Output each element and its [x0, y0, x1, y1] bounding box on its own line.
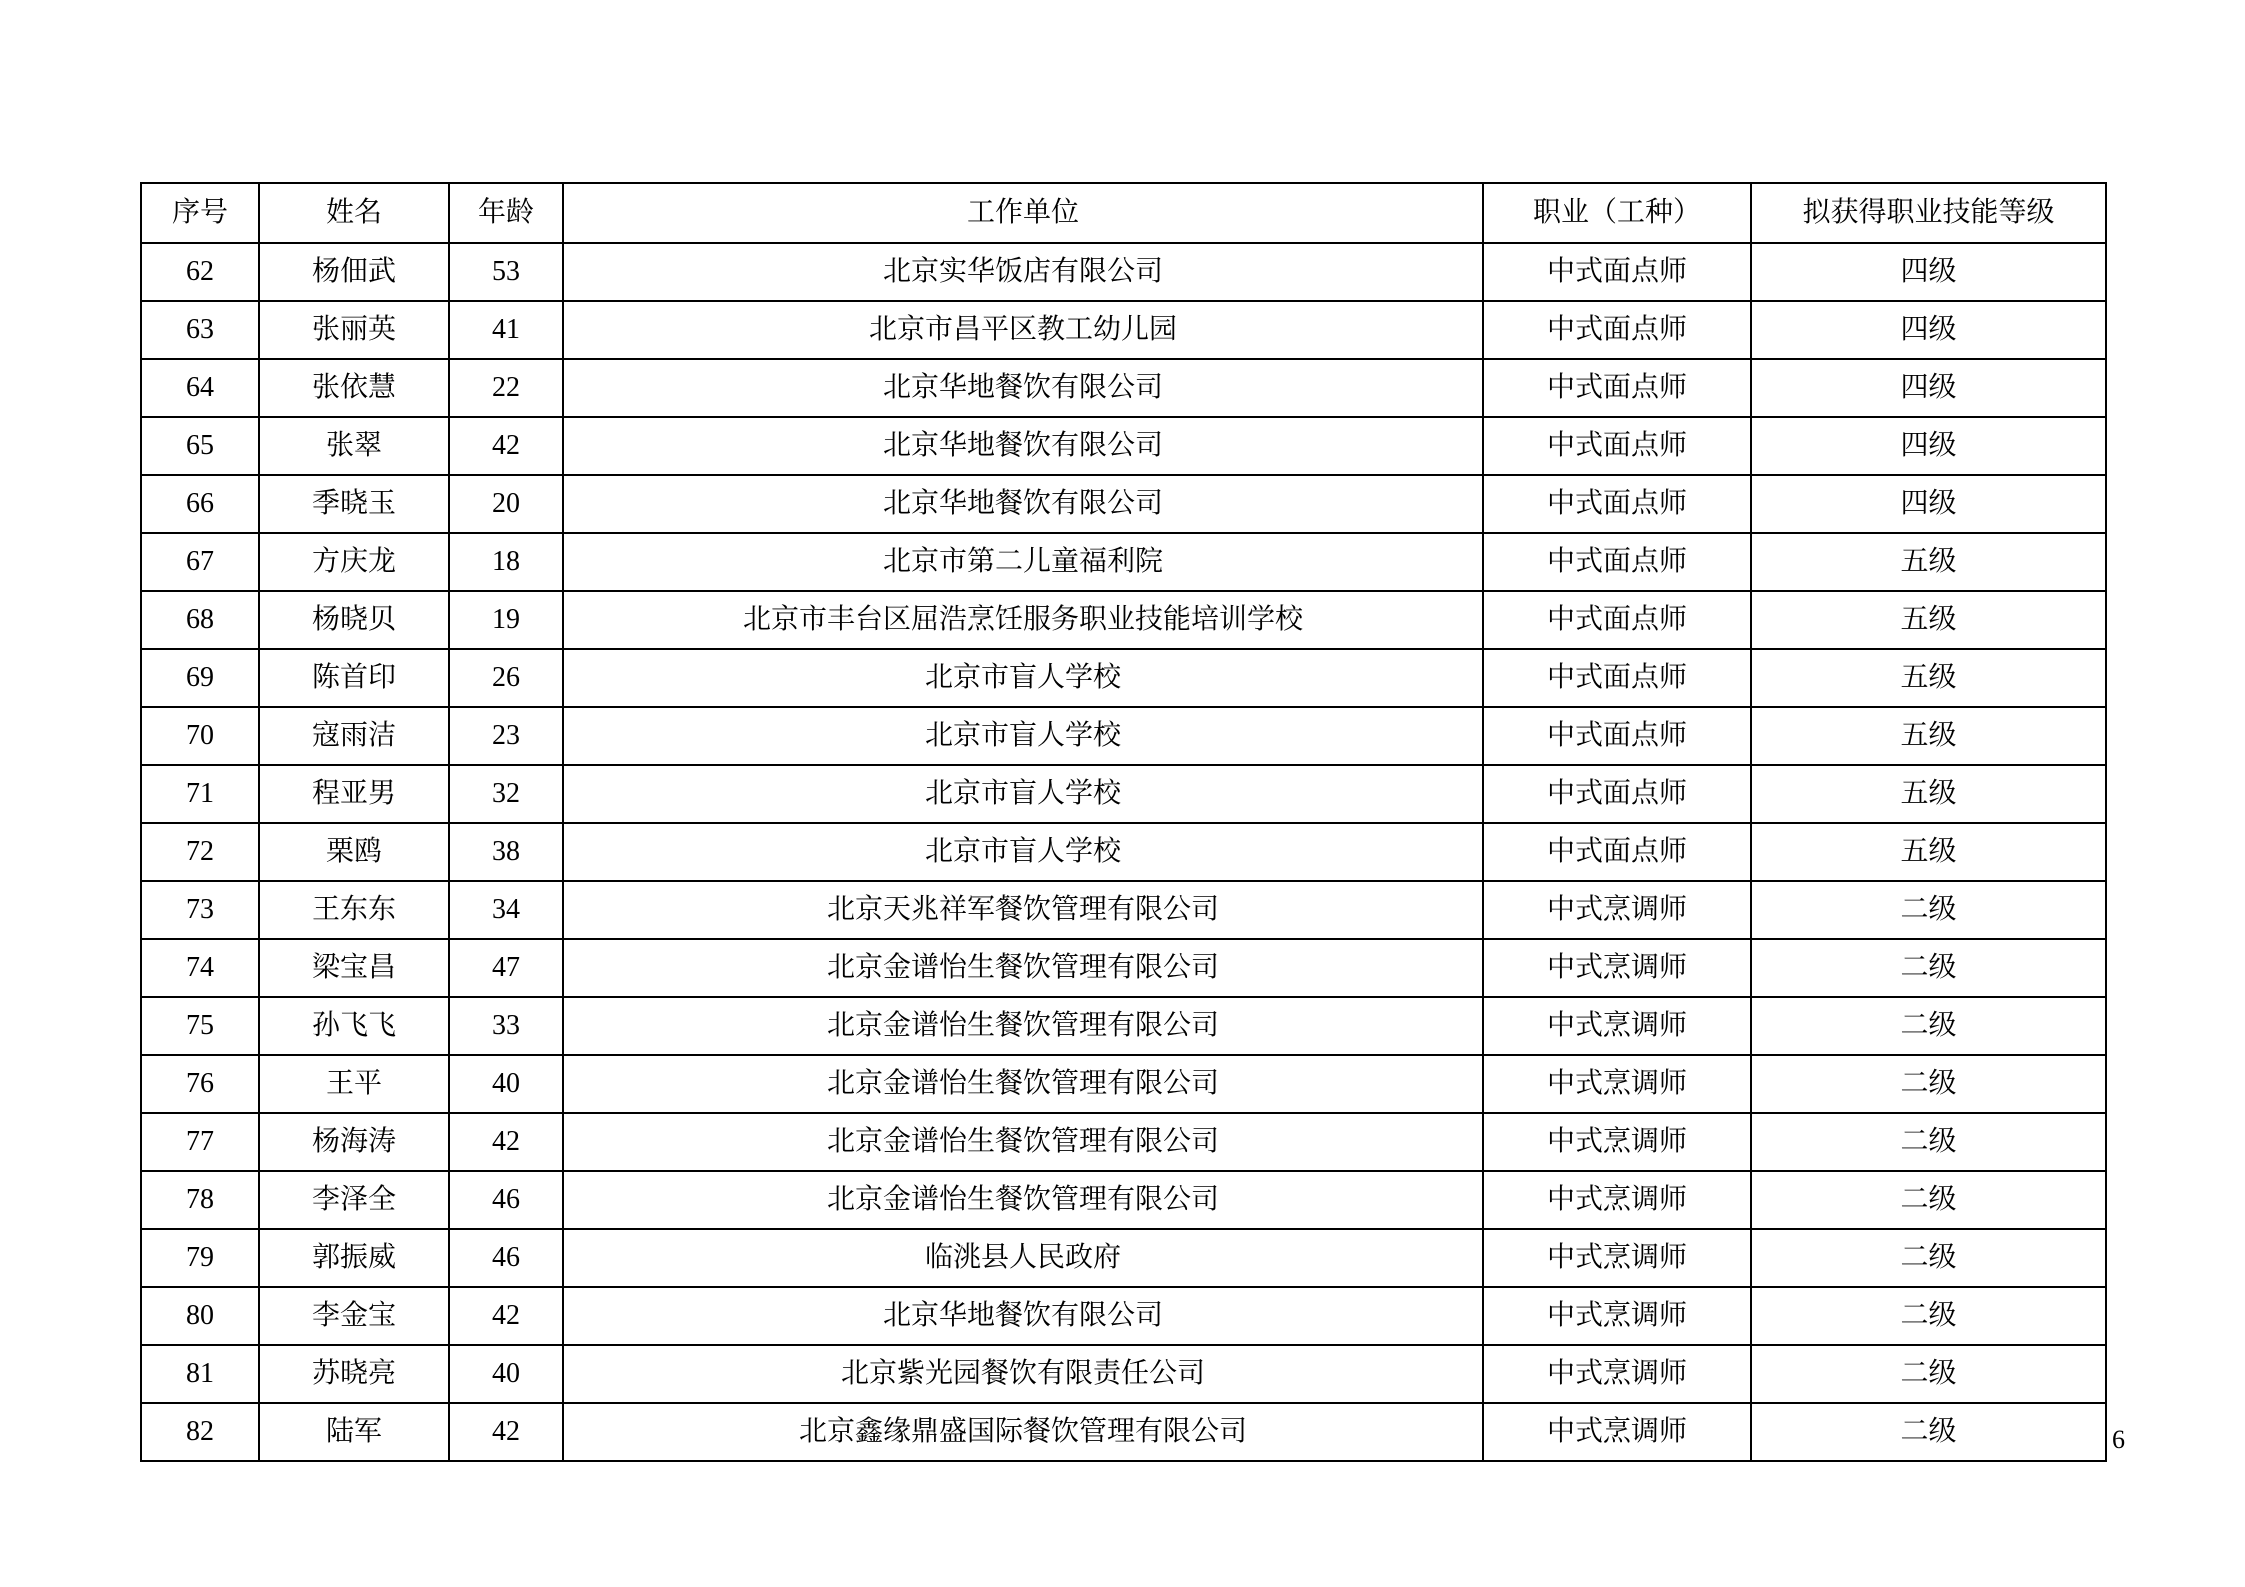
table-row	[141, 707, 2106, 765]
cell-occupation: 中式面点师	[1483, 707, 1751, 765]
table-row	[141, 417, 2106, 475]
cell-occupation: 中式面点师	[1483, 475, 1751, 533]
cell-index: 67	[141, 533, 259, 591]
cell-occupation: 中式烹调师	[1483, 881, 1751, 939]
cell-workplace: 北京华地餐饮有限公司	[563, 359, 1483, 417]
table-row	[141, 1345, 2106, 1403]
cell-workplace: 北京市盲人学校	[563, 707, 1483, 765]
cell-skill-level: 二级	[1751, 1345, 2106, 1403]
table-row	[141, 1229, 2106, 1287]
cell-age: 47	[449, 939, 563, 997]
cell-skill-level: 二级	[1751, 1403, 2106, 1461]
cell-skill-level: 二级	[1751, 1055, 2106, 1113]
cell-index: 82	[141, 1403, 259, 1461]
table-row	[141, 591, 2106, 649]
cell-occupation: 中式面点师	[1483, 533, 1751, 591]
cell-age: 41	[449, 301, 563, 359]
cell-name: 杨晓贝	[259, 591, 449, 649]
cell-name: 王平	[259, 1055, 449, 1113]
cell-workplace: 北京金谱怡生餐饮管理有限公司	[563, 1171, 1483, 1229]
cell-skill-level: 四级	[1751, 359, 2106, 417]
cell-age: 23	[449, 707, 563, 765]
cell-age: 42	[449, 1287, 563, 1345]
cell-index: 72	[141, 823, 259, 881]
cell-occupation: 中式面点师	[1483, 591, 1751, 649]
cell-workplace: 北京金谱怡生餐饮管理有限公司	[563, 1055, 1483, 1113]
cell-skill-level: 五级	[1751, 765, 2106, 823]
cell-age: 40	[449, 1345, 563, 1403]
column-header-skill-level: 拟获得职业技能等级	[1751, 183, 2106, 243]
cell-workplace: 北京金谱怡生餐饮管理有限公司	[563, 997, 1483, 1055]
table-row	[141, 1403, 2106, 1461]
table-row	[141, 1287, 2106, 1345]
cell-workplace: 北京市盲人学校	[563, 765, 1483, 823]
cell-skill-level: 二级	[1751, 1113, 2106, 1171]
cell-workplace: 北京金谱怡生餐饮管理有限公司	[563, 1113, 1483, 1171]
cell-index: 68	[141, 591, 259, 649]
cell-age: 26	[449, 649, 563, 707]
cell-skill-level: 二级	[1751, 1171, 2106, 1229]
cell-index: 78	[141, 1171, 259, 1229]
cell-occupation: 中式面点师	[1483, 359, 1751, 417]
column-header-occupation: 职业（工种）	[1483, 183, 1751, 243]
table-row	[141, 475, 2106, 533]
cell-age: 33	[449, 997, 563, 1055]
cell-name: 张翠	[259, 417, 449, 475]
cell-name: 季晓玉	[259, 475, 449, 533]
cell-name: 苏晓亮	[259, 1345, 449, 1403]
cell-occupation: 中式烹调师	[1483, 1113, 1751, 1171]
cell-skill-level: 四级	[1751, 417, 2106, 475]
cell-occupation: 中式面点师	[1483, 417, 1751, 475]
cell-workplace: 临洮县人民政府	[563, 1229, 1483, 1287]
cell-index: 80	[141, 1287, 259, 1345]
table-row	[141, 1113, 2106, 1171]
cell-occupation: 中式面点师	[1483, 243, 1751, 301]
cell-name: 方庆龙	[259, 533, 449, 591]
cell-index: 69	[141, 649, 259, 707]
cell-age: 53	[449, 243, 563, 301]
cell-name: 王东东	[259, 881, 449, 939]
cell-workplace: 北京华地餐饮有限公司	[563, 1287, 1483, 1345]
cell-name: 程亚男	[259, 765, 449, 823]
cell-index: 62	[141, 243, 259, 301]
cell-age: 42	[449, 417, 563, 475]
cell-workplace: 北京市丰台区屈浩烹饪服务职业技能培训学校	[563, 591, 1483, 649]
roster-table-container	[140, 182, 2105, 1462]
cell-workplace: 北京鑫缘鼎盛国际餐饮管理有限公司	[563, 1403, 1483, 1461]
cell-name: 李金宝	[259, 1287, 449, 1345]
table-row	[141, 823, 2106, 881]
cell-index: 81	[141, 1345, 259, 1403]
table-row	[141, 997, 2106, 1055]
cell-name: 张丽英	[259, 301, 449, 359]
cell-occupation: 中式烹调师	[1483, 997, 1751, 1055]
cell-age: 38	[449, 823, 563, 881]
cell-name: 杨佃武	[259, 243, 449, 301]
cell-name: 孙飞飞	[259, 997, 449, 1055]
cell-age: 46	[449, 1171, 563, 1229]
cell-skill-level: 四级	[1751, 301, 2106, 359]
cell-index: 64	[141, 359, 259, 417]
cell-index: 71	[141, 765, 259, 823]
cell-age: 32	[449, 765, 563, 823]
cell-workplace: 北京市盲人学校	[563, 823, 1483, 881]
cell-age: 18	[449, 533, 563, 591]
cell-age: 19	[449, 591, 563, 649]
cell-age: 46	[449, 1229, 563, 1287]
cell-skill-level: 二级	[1751, 997, 2106, 1055]
cell-name: 郭振威	[259, 1229, 449, 1287]
cell-skill-level: 五级	[1751, 591, 2106, 649]
table-row	[141, 939, 2106, 997]
cell-skill-level: 二级	[1751, 1229, 2106, 1287]
cell-occupation: 中式烹调师	[1483, 1287, 1751, 1345]
cell-workplace: 北京市昌平区教工幼儿园	[563, 301, 1483, 359]
cell-age: 42	[449, 1403, 563, 1461]
cell-skill-level: 五级	[1751, 707, 2106, 765]
cell-skill-level: 四级	[1751, 475, 2106, 533]
cell-occupation: 中式烹调师	[1483, 1403, 1751, 1461]
cell-age: 22	[449, 359, 563, 417]
cell-skill-level: 二级	[1751, 939, 2106, 997]
cell-skill-level: 二级	[1751, 881, 2106, 939]
table-row	[141, 881, 2106, 939]
cell-workplace: 北京市盲人学校	[563, 649, 1483, 707]
table-body	[141, 243, 2106, 1461]
cell-name: 陈首印	[259, 649, 449, 707]
cell-skill-level: 五级	[1751, 649, 2106, 707]
column-header-index: 序号	[141, 183, 259, 243]
cell-index: 70	[141, 707, 259, 765]
table-row	[141, 1171, 2106, 1229]
cell-occupation: 中式面点师	[1483, 649, 1751, 707]
cell-name: 寇雨洁	[259, 707, 449, 765]
cell-name: 张依慧	[259, 359, 449, 417]
cell-workplace: 北京金谱怡生餐饮管理有限公司	[563, 939, 1483, 997]
table-header-row	[141, 183, 2106, 243]
cell-name: 李泽全	[259, 1171, 449, 1229]
cell-occupation: 中式面点师	[1483, 765, 1751, 823]
column-header-age: 年龄	[449, 183, 563, 243]
cell-index: 77	[141, 1113, 259, 1171]
cell-index: 76	[141, 1055, 259, 1113]
table-row	[141, 301, 2106, 359]
table-row	[141, 649, 2106, 707]
cell-occupation: 中式烹调师	[1483, 1171, 1751, 1229]
cell-workplace: 北京紫光园餐饮有限责任公司	[563, 1345, 1483, 1403]
cell-workplace: 北京天兆祥军餐饮管理有限公司	[563, 881, 1483, 939]
cell-age: 34	[449, 881, 563, 939]
table-row	[141, 765, 2106, 823]
cell-workplace: 北京华地餐饮有限公司	[563, 475, 1483, 533]
cell-age: 20	[449, 475, 563, 533]
cell-index: 66	[141, 475, 259, 533]
cell-occupation: 中式烹调师	[1483, 939, 1751, 997]
cell-occupation: 中式烹调师	[1483, 1055, 1751, 1113]
cell-occupation: 中式面点师	[1483, 823, 1751, 881]
cell-workplace: 北京华地餐饮有限公司	[563, 417, 1483, 475]
cell-workplace: 北京市第二儿童福利院	[563, 533, 1483, 591]
cell-age: 42	[449, 1113, 563, 1171]
page-number: 6	[2112, 1425, 2125, 1454]
column-header-name: 姓名	[259, 183, 449, 243]
cell-index: 65	[141, 417, 259, 475]
column-header-workplace: 工作单位	[563, 183, 1483, 243]
cell-age: 40	[449, 1055, 563, 1113]
roster-table	[140, 182, 2107, 1462]
cell-occupation: 中式烹调师	[1483, 1345, 1751, 1403]
cell-index: 79	[141, 1229, 259, 1287]
cell-occupation: 中式烹调师	[1483, 1229, 1751, 1287]
cell-skill-level: 五级	[1751, 533, 2106, 591]
cell-index: 74	[141, 939, 259, 997]
cell-index: 73	[141, 881, 259, 939]
cell-name: 杨海涛	[259, 1113, 449, 1171]
table-row	[141, 359, 2106, 417]
cell-workplace: 北京实华饭店有限公司	[563, 243, 1483, 301]
cell-index: 63	[141, 301, 259, 359]
cell-index: 75	[141, 997, 259, 1055]
cell-name: 陆军	[259, 1403, 449, 1461]
cell-skill-level: 四级	[1751, 243, 2106, 301]
table-row	[141, 533, 2106, 591]
table-row	[141, 243, 2106, 301]
table-header	[141, 183, 2106, 243]
cell-occupation: 中式面点师	[1483, 301, 1751, 359]
cell-name: 梁宝昌	[259, 939, 449, 997]
cell-skill-level: 二级	[1751, 1287, 2106, 1345]
cell-name: 栗鸥	[259, 823, 449, 881]
table-row	[141, 1055, 2106, 1113]
cell-skill-level: 五级	[1751, 823, 2106, 881]
